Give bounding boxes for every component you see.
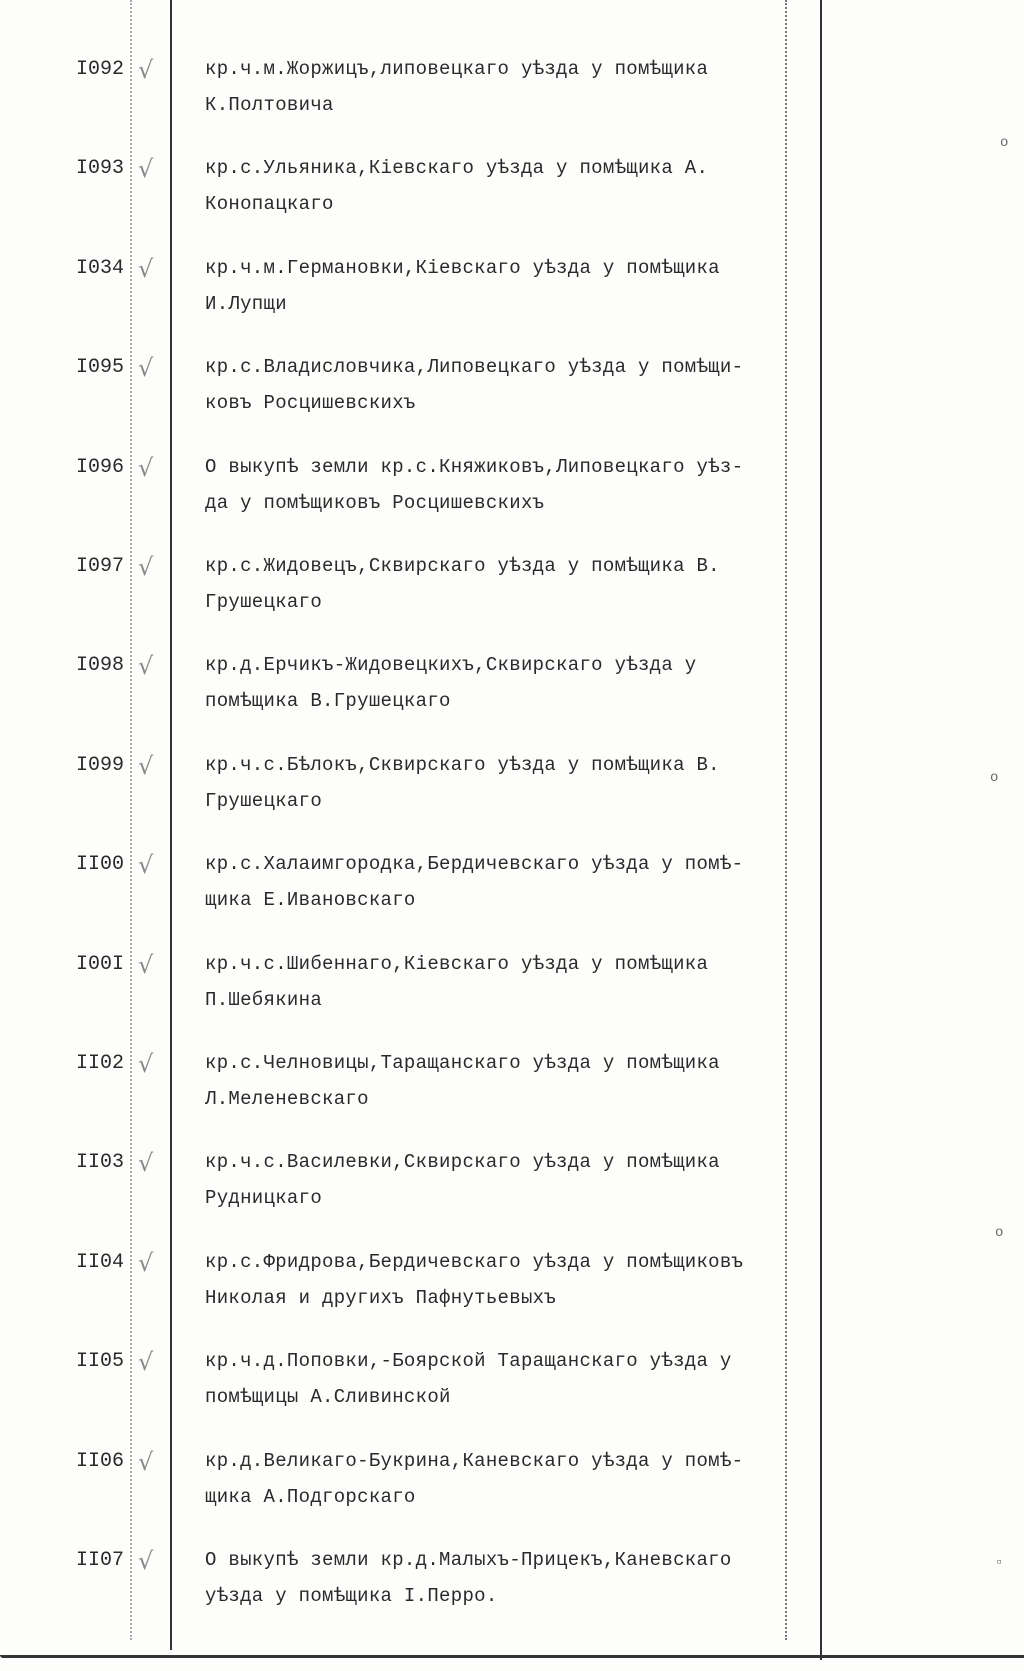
entry-number: II03 [76, 1151, 125, 1175]
entry-text-line-1: кр.ч.с.Шибеннаго,Кіевскаго уѣзда у помѣщика [205, 952, 709, 975]
entry-text-line-2: П.Шебякина [205, 988, 323, 1011]
register-entry [0, 356, 1024, 455]
register-entry [0, 1151, 1024, 1250]
entry-text-line-2: щика Е.Ивановскаго [205, 889, 416, 912]
entry-text-line-2: Конопацкаго [205, 193, 334, 216]
margin-speck: o [990, 770, 999, 786]
checkmark-icon: √ [138, 155, 154, 184]
register-entry [0, 1549, 1024, 1648]
entry-text-line-2: И.Лупщи [205, 292, 287, 315]
margin-speck: ▫ [995, 1555, 1004, 1571]
entry-text-line-2: Рудницкаго [205, 1187, 323, 1210]
entry-number: I099 [76, 753, 125, 777]
entry-number: II06 [76, 1449, 125, 1473]
checkmark-icon: √ [138, 1447, 154, 1476]
entry-text-line-1: кр.с.Владисловчика,Липовецкаго уѣзда у помѣщи- [205, 356, 744, 379]
entry-text-line-2: да у помѣщиковъ Росцишевскихъ [205, 491, 545, 514]
checkmark-icon: √ [138, 553, 154, 581]
register-entry [0, 555, 1024, 654]
entry-text-line-1: кр.с.Ульяника,Кіевскаго уѣзда у помѣщика А. [205, 157, 709, 180]
register-entry [0, 751, 1024, 853]
entry-number: II05 [76, 1350, 125, 1374]
entry-number: II04 [76, 1250, 125, 1274]
entry-text-line-1: кр.ч.д.Поповки,-Боярской Таращанскаго уѣзда у [205, 1350, 732, 1373]
entry-text-line-1: кр.с.Фридрова,Бердичевскаго уѣзда у помѣщиковъ [205, 1250, 744, 1273]
register-entry [0, 254, 1024, 356]
register-entry [0, 157, 1024, 256]
entry-text-line-2: Л.Меленевскаго [205, 1088, 369, 1110]
entry-number: II07 [76, 1549, 125, 1572]
entry-text-line-2: помѣщицы А.Сливинской [205, 1386, 451, 1409]
entry-number: I095 [76, 356, 125, 380]
entry-text-line-1: кр.с.Челновицы,Таращанскаго уѣзда у помѣщика [205, 1052, 720, 1074]
entry-text-line-1: кр.ч.с.Бѣлокъ,Сквирскаго уѣзда у помѣщика В. [205, 753, 720, 776]
checkmark-icon: √ [138, 254, 154, 283]
entry-number: I096 [76, 455, 125, 479]
register-entry [0, 1052, 1024, 1151]
checkmark-icon: √ [138, 652, 154, 681]
entry-text-line-1: кр.ч.м.Германовки,Кіевскаго уѣзда у помѣщика [205, 256, 720, 279]
register-entry [0, 853, 1024, 952]
register-entry [0, 58, 1024, 157]
entry-text-line-2: Грушецкаго [205, 789, 323, 812]
entry-text-line-2: щика А.Подгорскаго [205, 1485, 416, 1508]
margin-speck: o [995, 1225, 1004, 1241]
checkmark-icon: √ [138, 1149, 154, 1178]
entry-number: I00I [76, 952, 125, 976]
register-entry [0, 1248, 1024, 1350]
entry-text-line-2: помѣщика В.Грушецкаго [205, 690, 451, 713]
checkmark-icon: √ [138, 453, 154, 482]
bottom-page-border [0, 1655, 1024, 1658]
entry-text-line-1: кр.д.Великаго-Букрина,Каневскаго уѣзда у помѣ- [205, 1449, 744, 1472]
entry-text-line-1: О выкупѣ земли кр.с.Княжиковъ,Липовецкаго уѣз- [205, 455, 744, 478]
entry-number: I034 [76, 256, 125, 280]
entry-number: II00 [76, 853, 125, 877]
margin-speck: o [1000, 135, 1009, 151]
checkmark-icon: √ [138, 56, 154, 84]
entry-text-line-2: Грушецкаго [205, 591, 323, 613]
checkmark-icon: √ [138, 354, 154, 383]
entry-text-line-1: О выкупѣ земли кр.д.Малыхъ-Прицекъ,Каневскаго [205, 1549, 732, 1571]
entry-text-line-1: кр.ч.с.Василевки,Сквирскаго уѣзда у помѣщика [205, 1151, 720, 1174]
entry-text-line-1: кр.ч.м.Жоржицъ,липовецкаго уѣзда у помѣщика [205, 58, 709, 80]
checkmark-icon: √ [138, 1348, 154, 1377]
checkmark-icon: √ [138, 1248, 154, 1277]
entry-text-line-1: кр.д.Ерчикъ-Жидовецкихъ,Сквирскаго уѣзда у [205, 654, 697, 677]
entry-text-line-2: ковъ Росцишевскихъ [205, 392, 416, 415]
checkmark-icon: √ [138, 751, 154, 780]
entry-number: I097 [76, 555, 125, 578]
entry-number: II02 [76, 1052, 125, 1075]
entry-text-line-1: кр.с.Халаимгородка,Бердичевскаго уѣзда у помѣ- [205, 853, 744, 876]
entry-number: I092 [76, 58, 125, 81]
entry-text-line-2: Николая и другихъ Пафнутьевыхъ [205, 1286, 557, 1309]
entry-number: I093 [76, 157, 125, 181]
register-entry [0, 1447, 1024, 1549]
checkmark-icon: √ [138, 1547, 154, 1575]
checkmark-icon: √ [138, 851, 154, 880]
entry-number: I098 [76, 654, 125, 678]
register-entry [0, 453, 1024, 555]
register-entry [0, 1350, 1024, 1449]
checkmark-icon: √ [138, 950, 154, 979]
checkmark-icon: √ [138, 1050, 154, 1078]
entry-text-line-2: К.Полтовича [205, 94, 334, 116]
entry-text-line-1: кр.с.Жидовецъ,Сквирскаго уѣзда у помѣщика В. [205, 555, 720, 577]
entry-text-line-2: уѣзда у помѣщика I.Перро. [205, 1585, 498, 1607]
register-entry [0, 950, 1024, 1052]
register-entry [0, 654, 1024, 753]
